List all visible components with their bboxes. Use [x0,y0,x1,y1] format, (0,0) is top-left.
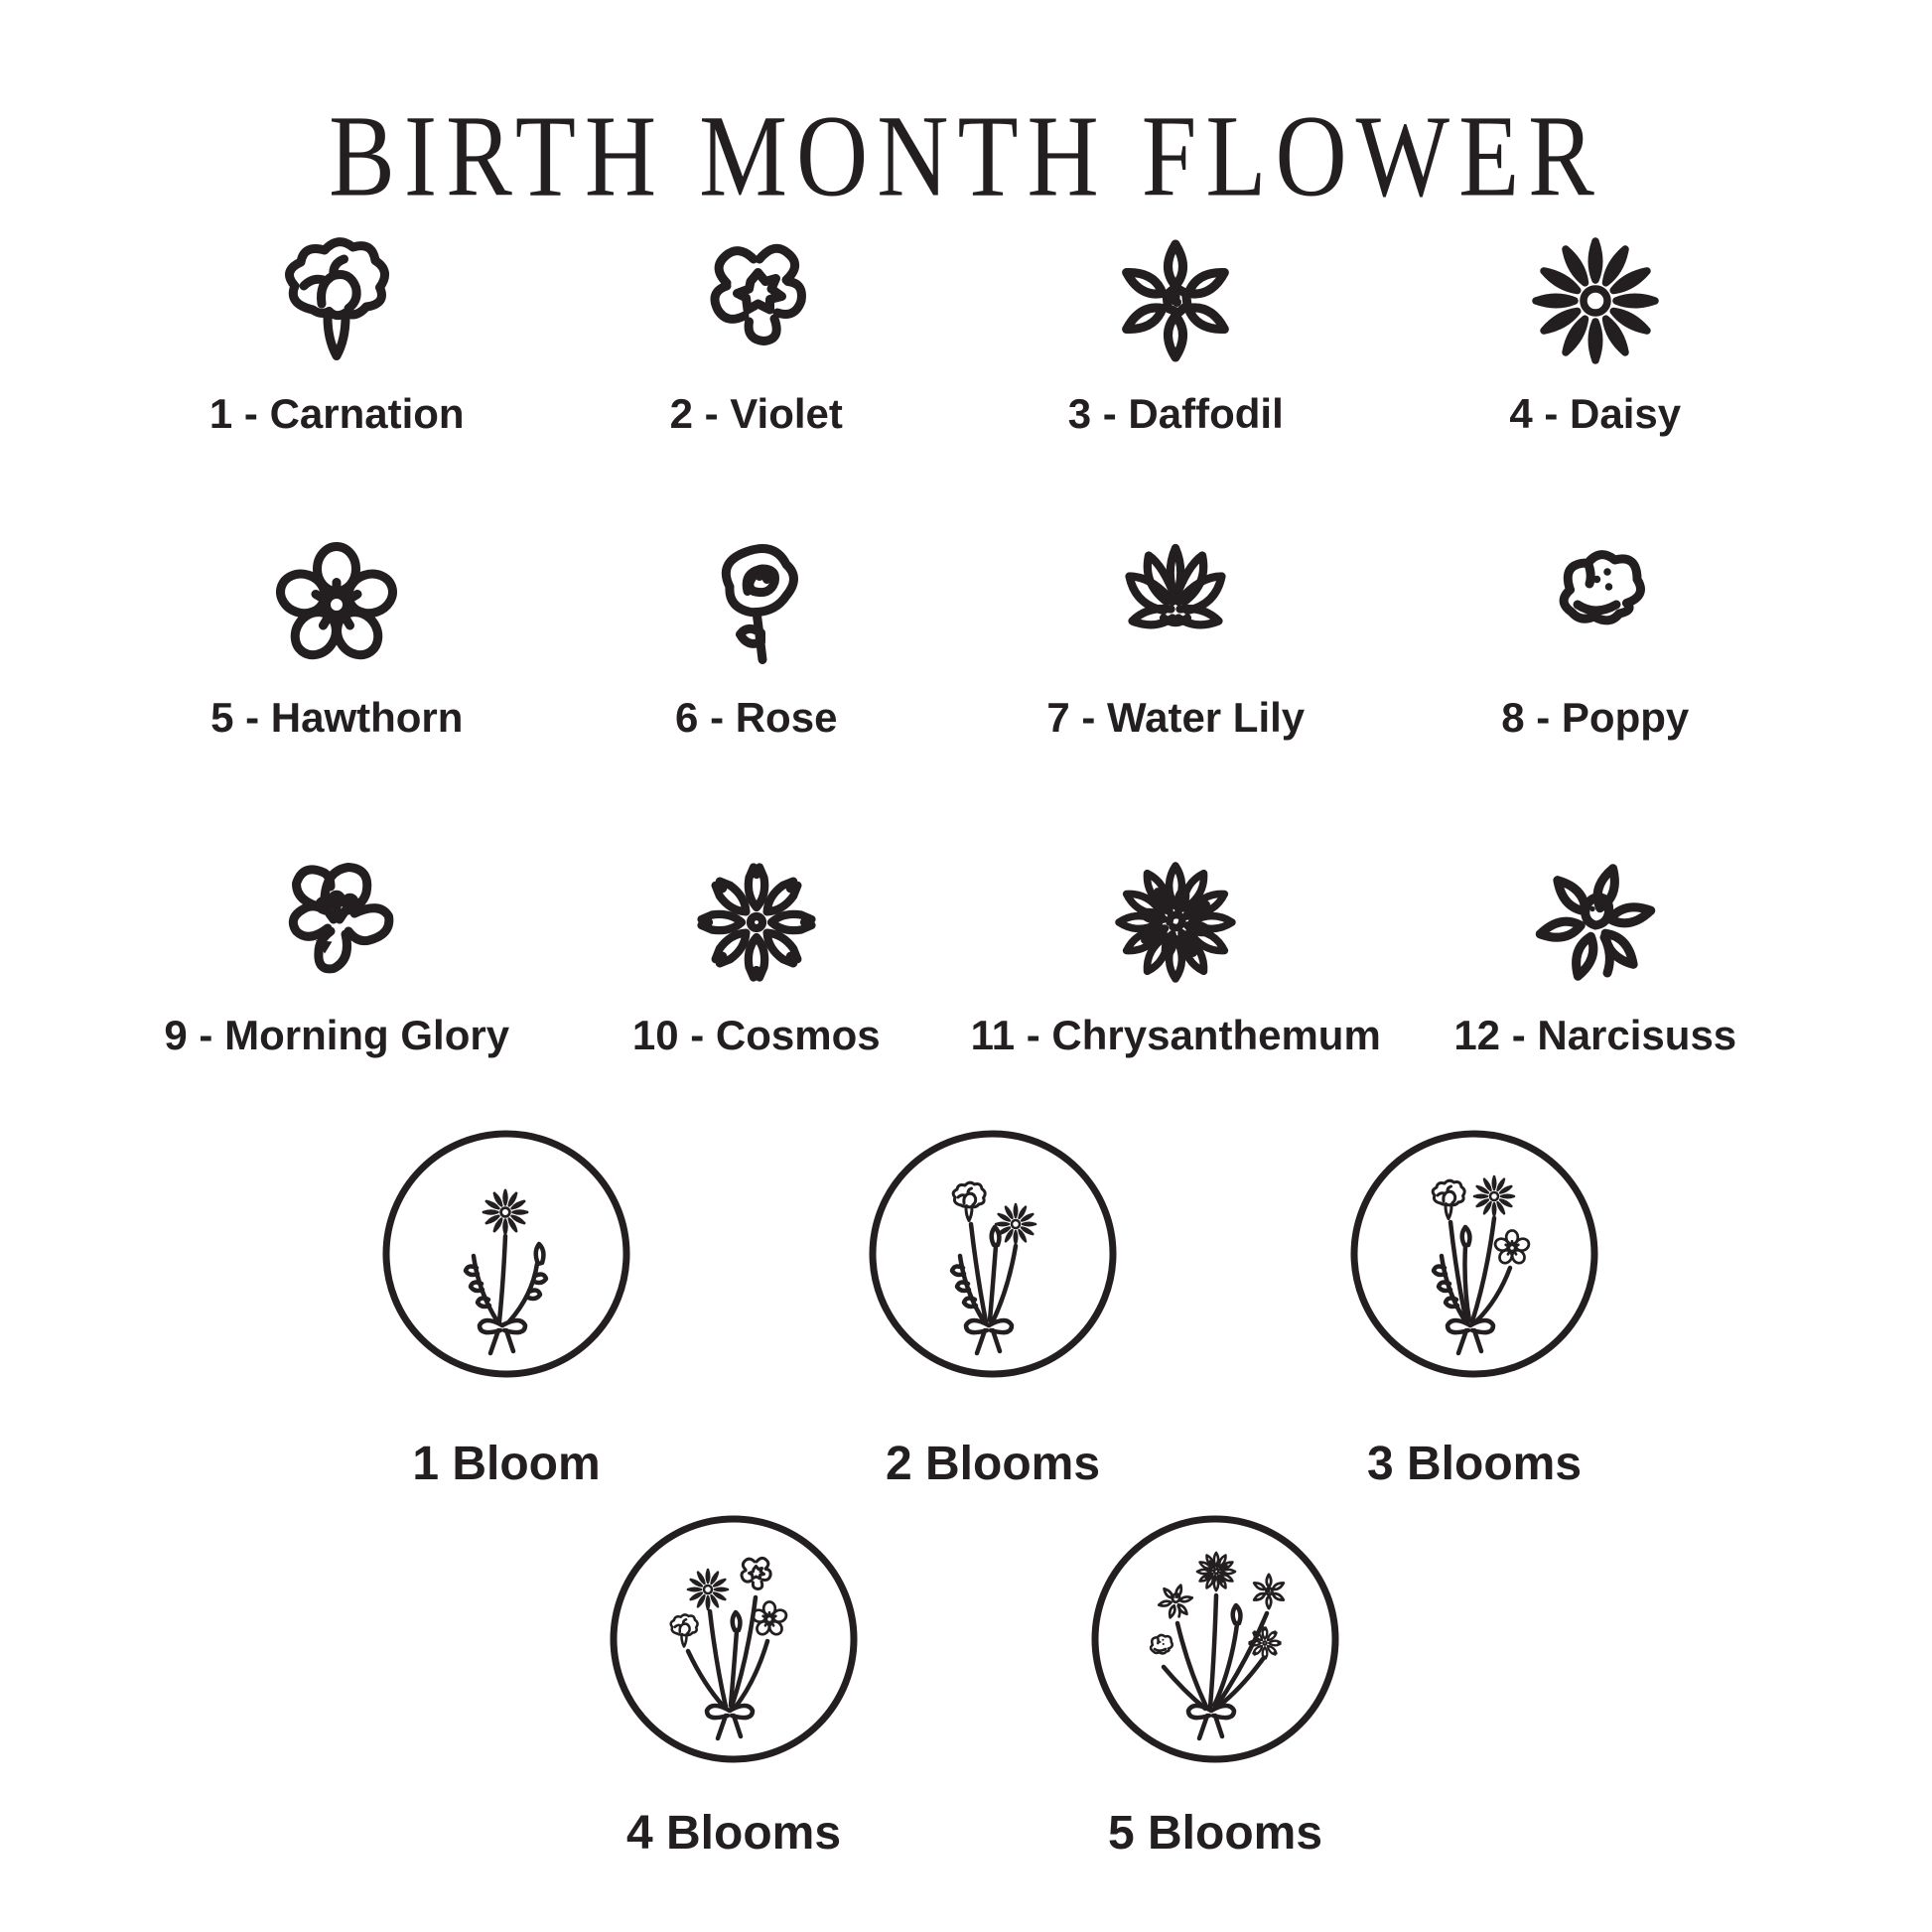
flower-label: 12 - Narcisuss [1453,1012,1737,1058]
flower-label: 10 - Cosmos [631,1012,881,1058]
chrysanthemum-icon [1101,848,1250,997]
flower-cell-carnation [127,226,547,435]
bloom-option-5 [1066,1510,1364,1858]
water-lily-icon [1101,530,1250,679]
bouquet-1-bloom-icon [377,1125,635,1383]
bloom-label: 5 Blooms [1107,1807,1323,1860]
bloom-label: 3 Blooms [1366,1438,1583,1490]
flower-label: 3 - Daffodil [1067,390,1284,437]
narcissus-icon [1521,848,1670,997]
cosmos-icon [682,848,831,997]
flower-grid-row-2 [127,530,1805,739]
bloom-option-2 [844,1125,1142,1488]
flower-cell-water-lily [966,530,1386,739]
violet-icon [682,226,831,375]
bloom-label: 2 Blooms [885,1438,1101,1490]
flower-label: 4 - Daisy [1509,390,1682,437]
flower-label: 7 - Water Lily [1046,694,1306,741]
flower-grid-row-1 [127,226,1805,435]
morning-glory-icon [262,848,411,997]
flower-cell-violet [547,226,967,435]
flower-label: 6 - Rose [675,694,838,741]
flower-label: 2 - Violet [669,390,843,437]
bouquet-2-blooms-icon [864,1125,1122,1383]
daffodil-icon [1101,226,1250,375]
flower-cell-cosmos [547,848,967,1056]
bloom-label: 1 Bloom [412,1438,601,1490]
flower-label: 1 - Carnation [208,390,465,437]
flower-label: 11 - Chrysanthemum [970,1012,1381,1058]
flower-cell-rose [547,530,967,739]
page-title: BIRTH MONTH FLOWER [329,90,1603,221]
bouquet-4-blooms-icon [605,1510,863,1768]
flower-cell-poppy [1386,530,1806,739]
flower-cell-daisy [1386,226,1806,435]
bouquet-3-blooms-icon [1345,1125,1603,1383]
rose-icon [682,530,831,679]
bloom-label: 4 Blooms [625,1807,842,1860]
flower-label: 8 - Poppy [1501,694,1690,741]
flower-cell-daffodil [966,226,1386,435]
hawthorn-icon [262,530,411,679]
flower-label: 5 - Hawthorn [210,694,464,741]
flower-label: 9 - Morning Glory [164,1012,510,1058]
bloom-option-1 [357,1125,655,1488]
flower-cell-narcissus [1386,848,1806,1056]
flower-cell-morning-glory [127,848,547,1056]
carnation-icon [262,226,411,375]
flower-cell-chrysanthemum [966,848,1386,1056]
poppy-icon [1521,530,1670,679]
bloom-option-4 [585,1510,883,1858]
flower-cell-hawthorn [127,530,547,739]
bouquet-5-blooms-icon [1086,1510,1344,1768]
bloom-option-3 [1325,1125,1623,1488]
daisy-icon [1521,226,1670,375]
flower-grid-row-3 [127,848,1805,1056]
